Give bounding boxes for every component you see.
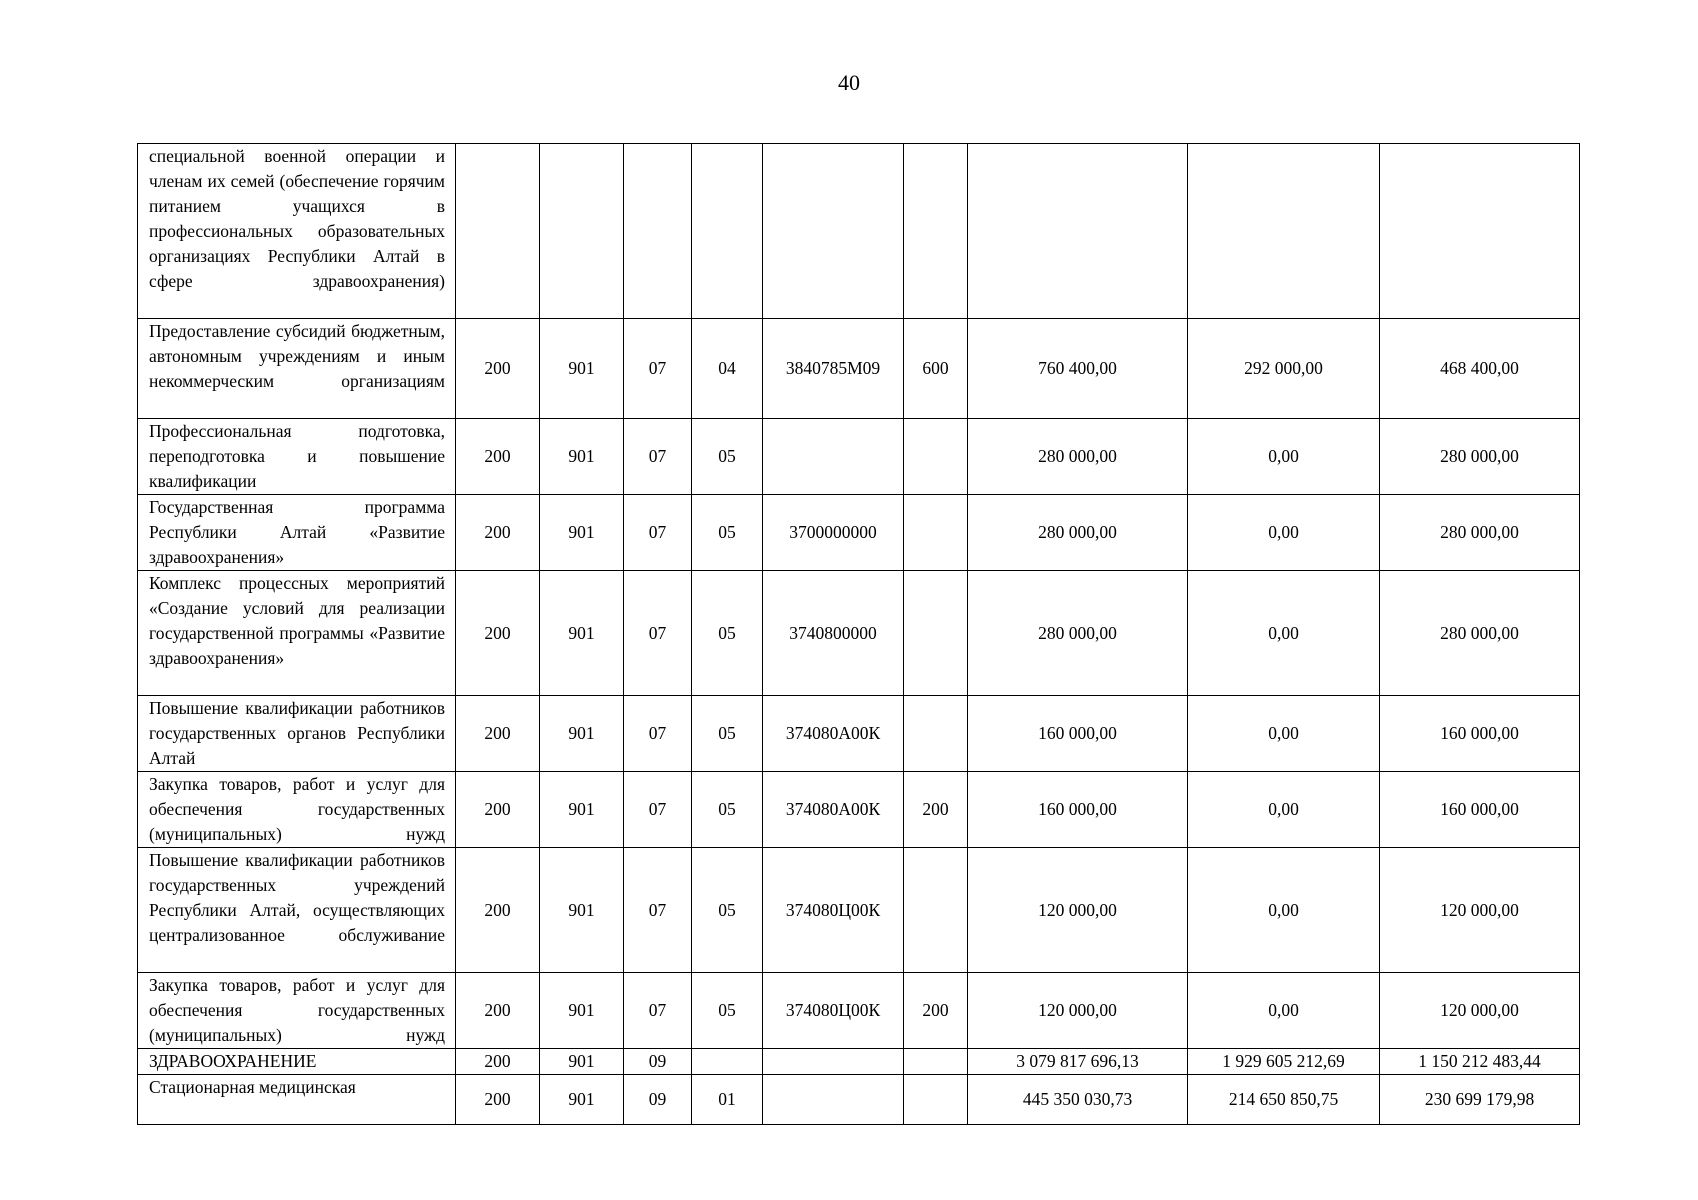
expense-type-code (904, 571, 968, 696)
row-description: Повышение квалификации работников государственных органов Республики Алтай (138, 696, 456, 772)
table-row (138, 1075, 1580, 1125)
expense-type-code: 200 (904, 973, 968, 1049)
rz-code: 200 (456, 1049, 540, 1075)
table-row (138, 973, 1580, 1049)
section-code: 07 (624, 973, 692, 1049)
ved-code: 901 (540, 848, 624, 973)
target-article-code (763, 419, 904, 495)
ved-code: 901 (540, 571, 624, 696)
ved-code: 901 (540, 772, 624, 848)
amount-federal: 1 929 605 212,69 (1188, 1049, 1380, 1075)
expense-type-code: 600 (904, 319, 968, 419)
amount-total: 445 350 030,73 (968, 1075, 1188, 1125)
target-article-code (763, 1049, 904, 1075)
subsection-code (692, 144, 763, 319)
amount-federal: 0,00 (1188, 848, 1380, 973)
section-code: 09 (624, 1049, 692, 1075)
target-article-code: 374080Ц00К (763, 973, 904, 1049)
subsection-code: 05 (692, 973, 763, 1049)
expense-type-code (904, 1075, 968, 1125)
subsection-code: 04 (692, 319, 763, 419)
amount-total: 3 079 817 696,13 (968, 1049, 1188, 1075)
ved-code: 901 (540, 973, 624, 1049)
rz-code: 200 (456, 419, 540, 495)
table-row (138, 419, 1580, 495)
subsection-code: 05 (692, 772, 763, 848)
table-row (138, 144, 1580, 319)
expense-type-code (904, 419, 968, 495)
rz-code: 200 (456, 319, 540, 419)
section-code: 07 (624, 571, 692, 696)
amount-total: 760 400,00 (968, 319, 1188, 419)
target-article-code: 3700000000 (763, 495, 904, 571)
table-row (138, 1049, 1580, 1075)
amount-federal: 0,00 (1188, 571, 1380, 696)
section-code: 07 (624, 772, 692, 848)
target-article-code: 374080А00К (763, 696, 904, 772)
target-article-code: 3840785М09 (763, 319, 904, 419)
table-row (138, 495, 1580, 571)
row-description: Повышение квалификации работников государственных учреждений Республики Алтай, осуществляющих централизованное обслуживание (138, 848, 456, 973)
row-description: Государственная программа Республики Алтай «Развитие здравоохранения» (138, 495, 456, 571)
expense-type-code (904, 1049, 968, 1075)
table-row (138, 696, 1580, 772)
expense-type-code (904, 495, 968, 571)
rz-code: 200 (456, 571, 540, 696)
amount-regional: 120 000,00 (1380, 973, 1580, 1049)
amount-regional: 160 000,00 (1380, 696, 1580, 772)
amount-regional: 468 400,00 (1380, 319, 1580, 419)
section-code: 07 (624, 319, 692, 419)
ved-code (540, 144, 624, 319)
amount-federal: 0,00 (1188, 419, 1380, 495)
target-article-code: 3740800000 (763, 571, 904, 696)
amount-total: 120 000,00 (968, 973, 1188, 1049)
rz-code: 200 (456, 1075, 540, 1125)
amount-federal: 0,00 (1188, 696, 1380, 772)
target-article-code (763, 1075, 904, 1125)
row-description: Закупка товаров, работ и услуг для обеспечения государственных (муниципальных) нужд (138, 772, 456, 848)
table-row (138, 848, 1580, 973)
page-number: 40 (838, 70, 860, 95)
subsection-code: 01 (692, 1075, 763, 1125)
subsection-code: 05 (692, 495, 763, 571)
rz-code: 200 (456, 696, 540, 772)
section-code: 09 (624, 1075, 692, 1125)
subsection-code: 05 (692, 571, 763, 696)
ved-code: 901 (540, 1049, 624, 1075)
ved-code: 901 (540, 495, 624, 571)
amount-regional: 230 699 179,98 (1380, 1075, 1580, 1125)
section-code (624, 144, 692, 319)
amount-total (968, 144, 1188, 319)
amount-total: 160 000,00 (968, 696, 1188, 772)
expense-type-code (904, 696, 968, 772)
rz-code: 200 (456, 495, 540, 571)
subsection-code: 05 (692, 696, 763, 772)
row-description: ЗДРАВООХРАНЕНИЕ (138, 1049, 456, 1075)
row-description: Предоставление субсидий бюджетным, автономным учреждениям и иным некоммерческим организациям (138, 319, 456, 419)
expense-type-code (904, 144, 968, 319)
amount-federal: 0,00 (1188, 495, 1380, 571)
amount-regional (1380, 144, 1580, 319)
table-row (138, 319, 1580, 419)
amount-total: 120 000,00 (968, 848, 1188, 973)
expense-type-code: 200 (904, 772, 968, 848)
row-description: Профессиональная подготовка, переподготовка и повышение квалификации (138, 419, 456, 495)
section-code: 07 (624, 696, 692, 772)
amount-federal: 0,00 (1188, 973, 1380, 1049)
target-article-code: 374080А00К (763, 772, 904, 848)
amount-regional: 280 000,00 (1380, 571, 1580, 696)
amount-total: 280 000,00 (968, 419, 1188, 495)
ved-code: 901 (540, 319, 624, 419)
amount-regional: 280 000,00 (1380, 495, 1580, 571)
rz-code: 200 (456, 848, 540, 973)
target-article-code: 374080Ц00К (763, 848, 904, 973)
row-description: Стационарная медицинская (138, 1075, 456, 1125)
row-description: специальной военной операции и членам их семей (обеспечение горячим питанием учащихся в профессиональных образовательных организациях Республики Алтай в сфере здравоохранения) (138, 144, 456, 319)
amount-regional: 1 150 212 483,44 (1380, 1049, 1580, 1075)
section-code: 07 (624, 848, 692, 973)
table-row (138, 571, 1580, 696)
ved-code: 901 (540, 419, 624, 495)
expense-type-code (904, 848, 968, 973)
subsection-code (692, 1049, 763, 1075)
amount-regional: 280 000,00 (1380, 419, 1580, 495)
amount-total: 160 000,00 (968, 772, 1188, 848)
ved-code: 901 (540, 696, 624, 772)
budget-table (137, 143, 1580, 1125)
amount-regional: 160 000,00 (1380, 772, 1580, 848)
section-code: 07 (624, 419, 692, 495)
section-code: 07 (624, 495, 692, 571)
subsection-code: 05 (692, 419, 763, 495)
amount-regional: 120 000,00 (1380, 848, 1580, 973)
amount-total: 280 000,00 (968, 571, 1188, 696)
ved-code: 901 (540, 1075, 624, 1125)
subsection-code: 05 (692, 848, 763, 973)
amount-total: 280 000,00 (968, 495, 1188, 571)
target-article-code (763, 144, 904, 319)
amount-federal: 214 650 850,75 (1188, 1075, 1380, 1125)
table-row (138, 772, 1580, 848)
amount-federal: 0,00 (1188, 772, 1380, 848)
amount-federal (1188, 144, 1380, 319)
rz-code: 200 (456, 973, 540, 1049)
rz-code: 200 (456, 772, 540, 848)
row-description: Комплекс процессных мероприятий «Создание условий для реализации государственной программы «Развитие здравоохранения» (138, 571, 456, 696)
amount-federal: 292 000,00 (1188, 319, 1380, 419)
rz-code (456, 144, 540, 319)
row-description: Закупка товаров, работ и услуг для обеспечения государственных (муниципальных) нужд (138, 973, 456, 1049)
